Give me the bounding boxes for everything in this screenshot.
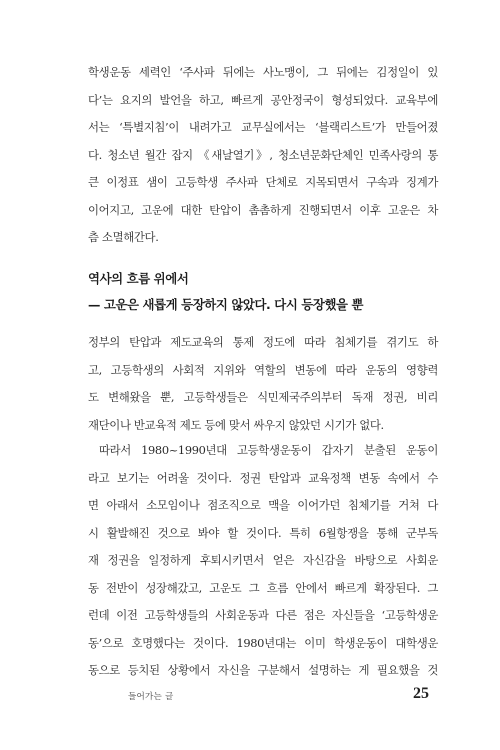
section-title: 역사의 흐름 위에서 (88, 271, 189, 286)
text-line: 고, 고등학생의 사회적 지위와 역할의 변동에 따라 운동의 영향력 (88, 362, 438, 377)
text-line: 라고 보기는 어려울 것이다. 정권 탄압과 교육정책 변동 속에서 수 (88, 470, 438, 485)
text-line: 서는 ‘특별지침’이 내려가고 교무실에서는 ‘블랙리스트’가 만들어졌 (88, 120, 438, 134)
page-footer (0, 684, 500, 708)
section-heading (88, 266, 438, 318)
text-line: 정부의 탄압과 제도교육의 통제 정도에 따라 침체기를 겪기도 하 (88, 335, 438, 349)
running-head: 들어가는 글 (128, 692, 174, 702)
text-line: 이어지고, 고운에 대한 탄압이 촘촘하게 진행되면서 이후 고운은 차 (88, 202, 438, 217)
text-line: 학생운동 세력인 ‘주사파 뒤에는 사노맹이, 그 뒤에는 김정일이 있 (88, 65, 438, 79)
text-line: 다’는 요지의 발언을 하고, 빠르게 공안정국이 형성되었다. 교육부에 (88, 92, 438, 107)
body-paragraph-2 (88, 329, 438, 439)
section-subtitle: — 고운은 새롭게 등장하지 않았다. 다시 등장했을 뿐 (88, 297, 364, 312)
text-line: 큰 이정표 샘이 고등학생 주사파 단체로 지목되면서 구속과 징계가 (88, 175, 438, 189)
body-paragraph-3 (88, 437, 438, 685)
text-line: 동으로 등치된 상황에서 자신을 구분해서 설명하는 게 필요했을 것 (88, 663, 438, 677)
text-line: 재 정권을 일정하게 후퇴시키면서 얻은 자신감을 바탕으로 사회운 (88, 553, 438, 567)
text-line: 재단이나 반교육적 제도 등에 맞서 싸우지 않았던 시기가 없다. (88, 417, 384, 432)
text-line: 면 아래서 소모임이나 점조직으로 맥을 이어가던 침체기를 거쳐 다 (88, 498, 438, 512)
text-line: 시 활발해진 것으로 봐야 할 것이다. 특히 6월항쟁을 통해 군부독 (88, 525, 438, 540)
text-line: 런데 이전 고등학생들의 사회운동과 다른 점은 자신들을 ‘고등학생운 (88, 608, 438, 622)
text-line: 따라서 1980~1990년대 고등학생운동이 갑자기 분출된 운동이 (99, 443, 438, 457)
page-number: 25 (413, 685, 429, 702)
text-line: 츰 소멸해간다. (88, 230, 159, 244)
text-line: 다. 청소년 월간 잡지 《새날열기》, 청소년문화단체인 민족사랑의 통 (88, 147, 438, 162)
text-line: 도 변해왔을 뿐, 고등학생들은 식민제국주의부터 독재 정권, 비리 (88, 390, 438, 404)
text-line: 동 전반이 성장해갔고, 고운도 그 흐름 안에서 빠르게 확장된다. 그 (88, 580, 438, 595)
body-paragraph-1 (88, 59, 438, 252)
text-line: 동’으로 호명했다는 것이다. 1980년대는 이미 학생운동이 대학생운 (88, 635, 438, 650)
